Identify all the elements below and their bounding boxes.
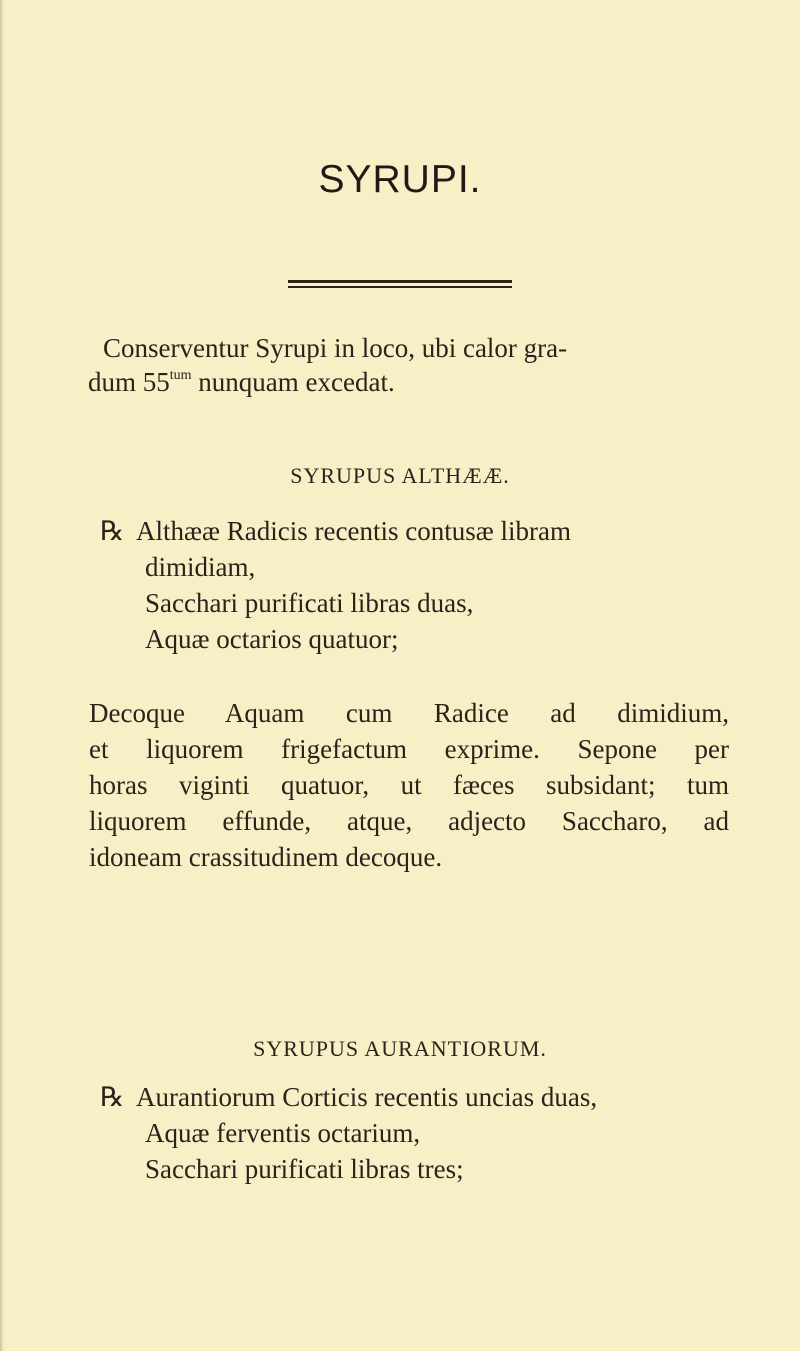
recipe-aurantiorum	[100, 1079, 763, 1187]
method-line: liquorem effunde, atque, adjecto Saccharo, ad	[89, 806, 729, 836]
method-line: et liquorem frigefactum exprime. Sepone per	[89, 734, 729, 764]
recipe-line: dimidiam,	[145, 552, 256, 582]
section-title-aurantiorum: SYRUPUS AURANTIORUM.	[253, 1036, 547, 1061]
section-title-althaea: SYRUPUS ALTHÆÆ.	[290, 463, 510, 488]
recipe-line	[100, 1079, 763, 1115]
recipe-line: Sacchari purificati libras duas,	[145, 588, 474, 618]
method-althaea	[89, 695, 729, 875]
page-heading: SYRUPI.	[318, 158, 482, 201]
superscript-tum: tum	[169, 368, 192, 383]
intro-line-2-start: dum 55	[88, 367, 170, 397]
recipe-line	[100, 513, 763, 549]
recipe-symbol-icon: ℞	[100, 516, 125, 546]
recipe-line: Sacchari purificati libras tres;	[145, 1154, 464, 1184]
method-line: idoneam crassitudinem decoque.	[89, 842, 443, 872]
intro-line-2	[88, 365, 743, 399]
method-line: Decoque Aquam cum Radice ad dimidium,	[89, 698, 729, 728]
page-edge-shadow	[0, 0, 4, 1351]
recipe-althaea	[100, 513, 763, 657]
intro-paragraph	[88, 331, 743, 399]
intro-line-1: Conserventur Syrupi in loco, ubi calor gra-	[103, 333, 568, 363]
recipe-line-text: Althææ Radicis recentis contusæ libram	[136, 516, 571, 546]
method-line: horas viginti quatuor, ut fæces subsidant; tum	[89, 770, 729, 800]
intro-line-2-end: nunquam excedat.	[191, 367, 395, 397]
heading-rule-thin	[288, 286, 512, 288]
recipe-line: Aquæ ferventis octarium,	[145, 1118, 421, 1148]
recipe-line-text: Aurantiorum Corticis recentis uncias duas,	[136, 1082, 598, 1112]
recipe-line: Aquæ octarios quatuor;	[145, 624, 399, 654]
recipe-symbol-icon: ℞	[100, 1082, 125, 1112]
heading-rule-thick	[288, 280, 512, 283]
